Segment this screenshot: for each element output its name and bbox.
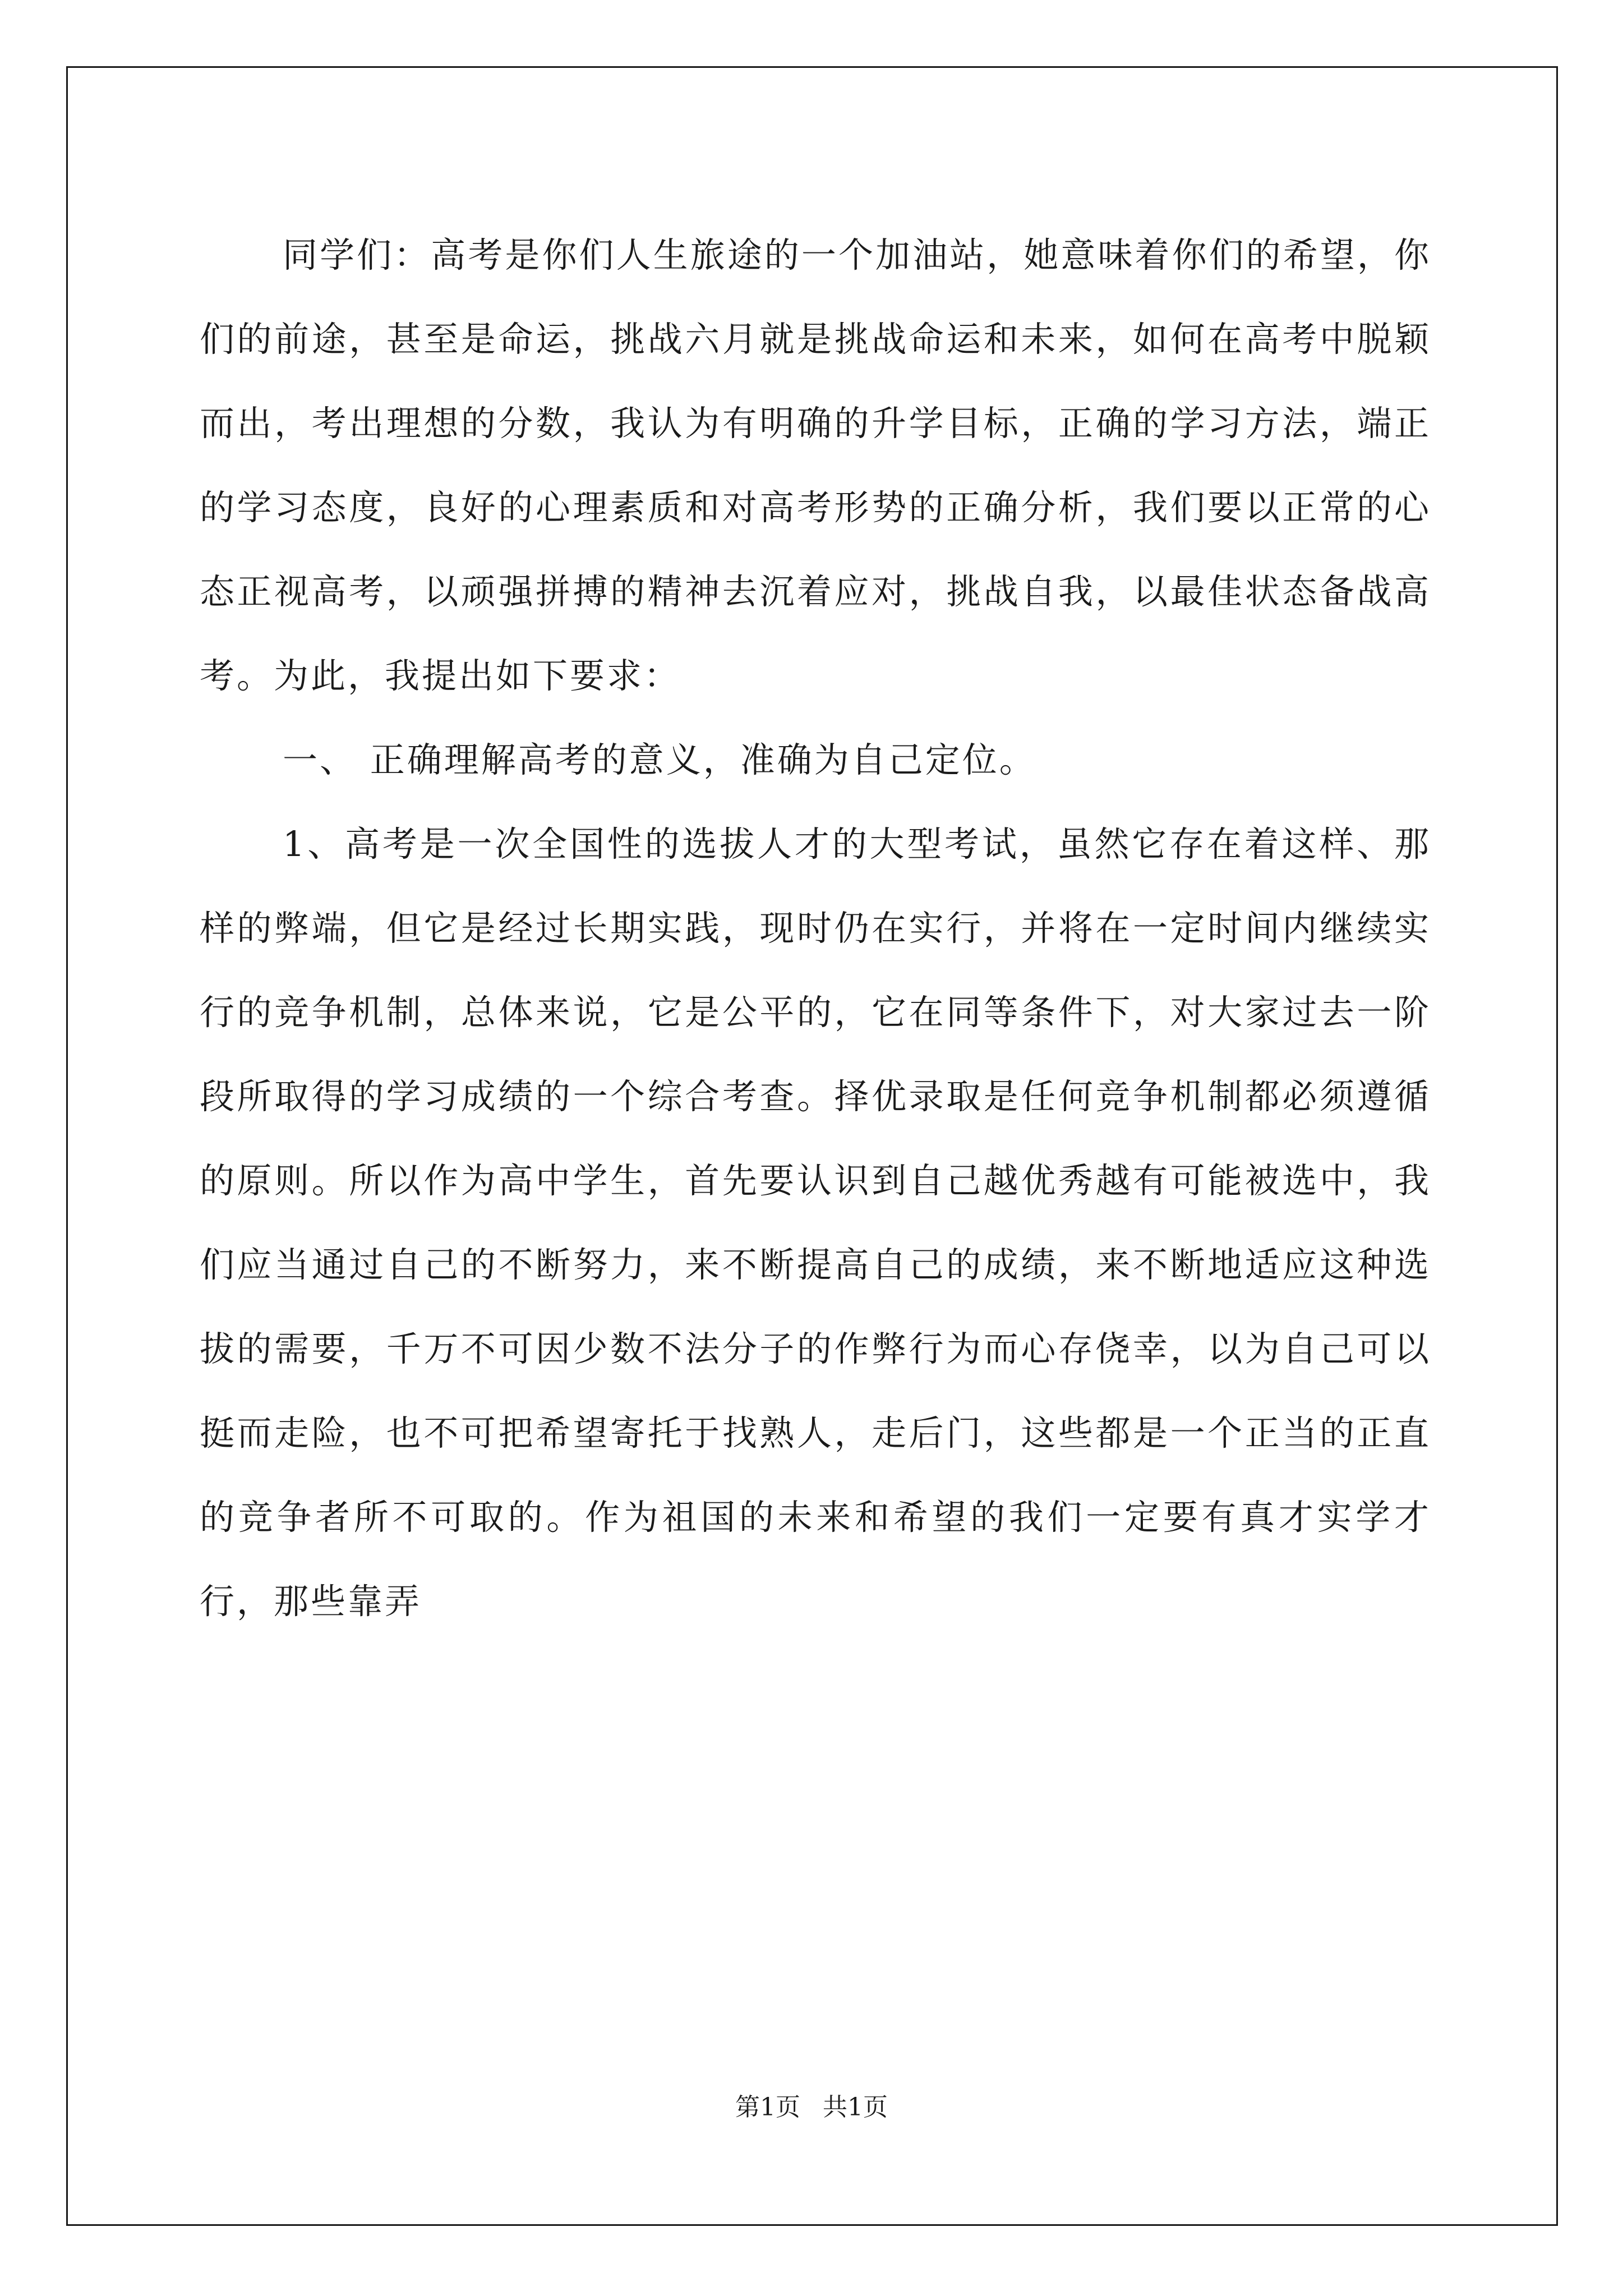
- paragraph-heading-one: 一、 正确理解高考的意义，准确为自己定位。: [283, 739, 1036, 780]
- document-body: [200, 213, 1431, 1644]
- paragraph-intro: 同学们：高考是你们人生旅途的一个加油站，她意味着你们的希望，你们的前途，甚至是命运，挑战六月就是挑战命运和未来，如何在高考中脱颖而出，考出理想的分数，我认为有明确的升学目标，正确的学习方法，端正的学习态度，良好的心理素质和对高考形势的正确分析，我们要以正常的心态正视高考，以顽强拼搏的精神去沉着应对，挑战自我，以最佳状态备战高考。为此，我提出如下要求：: [200, 234, 1431, 696]
- paragraph-point-one: 1、高考是一次全国性的选拔人才的大型考试，虽然它存在着这样、那样的弊端，但它是经过长期实践，现时仍在实行，并将在一定时间内继续实行的竞争机制，总体来说，它是公平的，它在同等条件下，对大家过去一阶段所取得的学习成绩的一个综合考查。择优录取是任何竞争机制都必须遵循的原则。所以作为高中学生，首先要认识到自己越优秀越有可能被选中，我们应当通过自己的不断努力，来不断提高自己的成绩，来不断地适应这种选拔的需要，千万不可因少数不法分子的作弊行为而心存侥幸，以为自己可以挺而走险，也不可把希望寄托于找熟人，走后门，这些都是一个正当的正直的竞争者所不可取的。作为祖国的未来和希望的我们一定要有真才实学才行，那些靠弄: [200, 823, 1431, 1622]
- page-number: 第1页: [735, 2093, 800, 2122]
- page-footer: [0, 2087, 1623, 2123]
- page-total: 共1页: [823, 2093, 888, 2122]
